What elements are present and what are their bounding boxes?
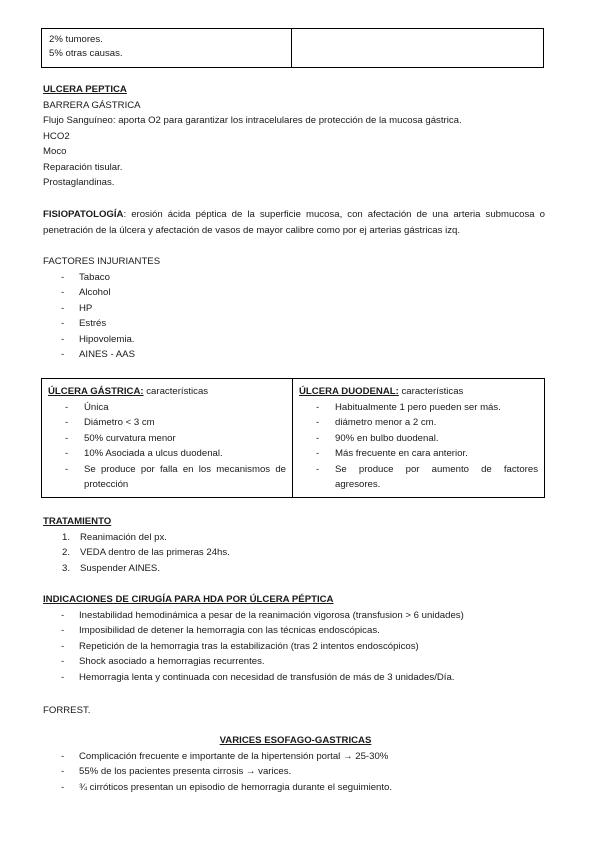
duodenal-column xyxy=(293,379,544,497)
tratamiento-section xyxy=(43,514,548,576)
duodenal-list xyxy=(299,400,538,493)
item-number: 3. xyxy=(62,562,71,574)
list-item: - 90% en bulbo duodenal. xyxy=(299,431,538,447)
comparison-table xyxy=(41,378,545,498)
item-number: 1. xyxy=(62,531,71,543)
duodenal-title: ÚLCERA DUODENAL: xyxy=(299,386,399,397)
list-item: - Inestabilidad hemodinámica a pesar de la reanimación vigorosa (transfusion > 6 unidades) xyxy=(43,608,548,624)
tratamiento-list xyxy=(43,530,548,577)
item-text: Reanimación del px. xyxy=(80,531,167,543)
text-line: Flujo Sanguíneo: aporta O2 para garantizar los intracelulares de protección de la mucosa gástrica. xyxy=(43,115,462,126)
ulcera-peptica-section xyxy=(43,82,548,191)
list-item: - HP xyxy=(43,301,548,317)
text-line: Reparación tisular. xyxy=(43,161,123,173)
list-item xyxy=(43,530,548,546)
varices-list xyxy=(43,749,548,796)
fisiopatologia-label: FISIOPATOLOGÍA xyxy=(43,209,124,220)
list-item: - Repetición de la hemorragia tras la estabilización (tras 2 intentos endoscópicos) xyxy=(43,639,548,655)
list-item: - ¾ cirróticos presentan un episodio de hemorragia durante el seguimiento. xyxy=(43,780,548,796)
list-item: - Habitualmente 1 pero pueden ser más. xyxy=(299,400,538,416)
list-item: - diámetro menor a 2 cm. xyxy=(299,415,538,431)
item-text: VEDA dentro de las primeras 24hs. xyxy=(80,547,230,558)
list-item: - 50% curvatura menor xyxy=(48,431,286,447)
text-line: HCO2 xyxy=(43,130,70,142)
duodenal-header xyxy=(299,384,538,400)
gastrica-column xyxy=(42,379,293,497)
list-item: - Hemorragia lenta y continuada con necesidad de transfusión de más de 3 unidades/Día. xyxy=(43,670,548,686)
top-table xyxy=(41,28,544,68)
factores-list xyxy=(43,270,548,363)
item-number: 2. xyxy=(62,547,71,558)
indicaciones-list xyxy=(43,608,548,686)
top-table-line: 2% tumores. xyxy=(49,34,103,45)
list-item: - Se produce por aumento de factores agresores. xyxy=(299,462,538,493)
factores-title: FACTORES INJURIANTES xyxy=(43,256,161,267)
list-item: - AINES - AAS xyxy=(43,347,548,363)
list-item: - Estrés xyxy=(43,316,548,332)
indicaciones-title: INDICACIONES DE CIRUGÍA PARA HDA POR ÚLCERA PÉPTICA xyxy=(43,594,334,605)
factores-section xyxy=(43,254,548,363)
forrest-label: FORREST. xyxy=(43,705,91,716)
ulcera-peptica-title: ULCERA PEPTICA xyxy=(43,84,127,95)
fisiopatologia-text: : erosión ácida péptica de la superficie mucosa, con afectación de una arteria submucosa o penetración de la úlcera y afectación de vasos de mayor calibre como por ej arterias gástricas izq. xyxy=(43,209,545,236)
duodenal-suffix: características xyxy=(398,386,464,397)
list-item: - Hipovolemia. xyxy=(43,332,548,348)
tratamiento-title: TRATAMIENTO xyxy=(43,516,112,527)
list-item: - 55% de los pacientes presenta cirrosis → varices. xyxy=(43,764,548,780)
text-line: BARRERA GÁSTRICA xyxy=(43,99,141,111)
top-table-right-cell xyxy=(292,29,543,67)
top-table-left-cell xyxy=(42,29,292,67)
varices-section xyxy=(43,733,548,795)
list-item: - Shock asociado a hemorragias recurrentes. xyxy=(43,654,548,670)
gastrica-header xyxy=(48,384,286,400)
list-item: - Alcohol xyxy=(43,285,548,301)
list-item: - Complicación frecuente e importante de la hipertensión portal → 25-30% xyxy=(43,749,548,765)
list-item: - Se produce por falla en los mecanismos de protección xyxy=(48,462,286,493)
text-line: Moco xyxy=(43,146,67,157)
list-item: - Tabaco xyxy=(43,270,548,286)
varices-title-row xyxy=(43,733,548,749)
fisiopatologia-paragraph xyxy=(43,207,545,238)
list-item: - Única xyxy=(48,400,286,416)
gastrica-list xyxy=(48,400,286,493)
item-text: Suspender AINES. xyxy=(80,562,160,574)
list-item: - Imposibilidad de detener la hemorragia con las técnicas endoscópicas. xyxy=(43,623,548,639)
list-item xyxy=(43,561,548,577)
gastrica-suffix: características xyxy=(143,386,209,397)
top-table-line: 5% otras causas. xyxy=(49,48,123,59)
text-line: Prostaglandinas. xyxy=(43,177,115,188)
list-item xyxy=(43,545,548,561)
list-item: - 10% Asociada a ulcus duodenal. xyxy=(48,446,286,462)
varices-title: VARICES ESOFAGO-GASTRICAS xyxy=(219,735,372,746)
indicaciones-section xyxy=(43,592,548,685)
gastrica-title: ÚLCERA GÁSTRICA: xyxy=(48,386,144,397)
list-item: - Más frecuente en cara anterior. xyxy=(299,446,538,462)
list-item: - Diámetro < 3 cm xyxy=(48,415,286,431)
